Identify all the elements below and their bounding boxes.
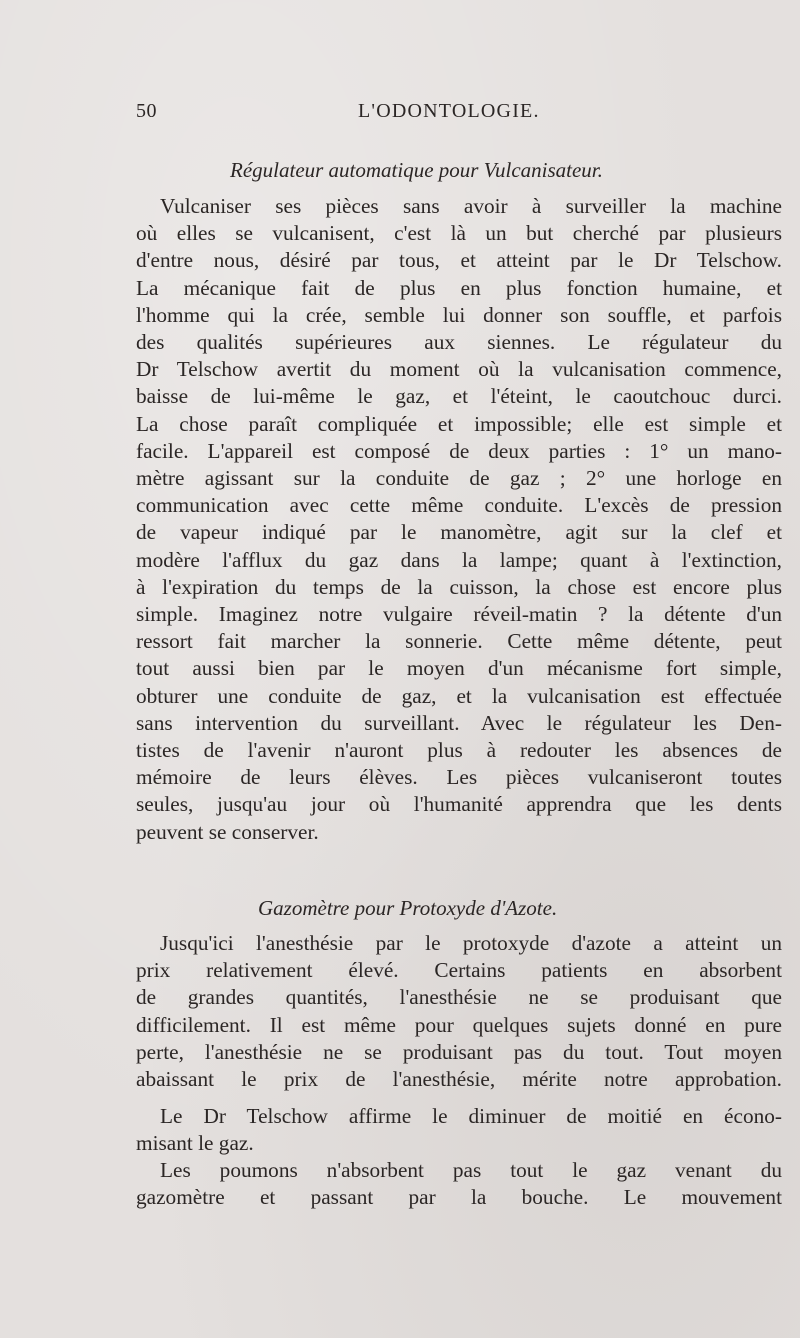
text-line: de vapeur indiqué par le manomètre, agit sur la clef et bbox=[136, 520, 782, 545]
text-line: Jusqu'ici l'anesthésie par le protoxyde d'azote a atteint un bbox=[160, 931, 782, 955]
text-line: baisse de lui-même le gaz, et l'éteint, le caoutchouc durci. bbox=[136, 384, 782, 409]
text-line: simple. Imaginez notre vulgaire réveil-matin ? la détente d'un bbox=[136, 602, 782, 627]
text-line: Vulcaniser ses pièces sans avoir à surveiller la machine bbox=[160, 194, 782, 218]
text-line: de grandes quantités, l'anesthésie ne se produisant que bbox=[136, 985, 782, 1010]
text-line: perte, l'anesthésie ne se produisant pas du tout. Tout moyen bbox=[136, 1039, 782, 1064]
text-line: l'homme qui la crée, semble lui donner son souffle, et parfois bbox=[136, 302, 782, 327]
text-line: facile. L'appareil est composé de deux parties : 1° un mano- bbox=[136, 438, 782, 463]
text-line: tout aussi bien par le moyen d'un mécanisme fort simple, bbox=[136, 656, 782, 681]
text-line: ressort fait marcher la sonnerie. Cette même détente, peut bbox=[136, 629, 782, 654]
text-line: obturer une conduite de gaz, et la vulcanisation est effectuée bbox=[136, 683, 782, 708]
text-line: La mécanique fait de plus en plus fonction humaine, et bbox=[136, 275, 782, 300]
text-line: misant le gaz. bbox=[136, 1131, 254, 1156]
text-line: Les poumons n'absorbent pas tout le gaz venant du bbox=[160, 1158, 782, 1182]
section-title-vulcanisateur: Régulateur automatique pour Vulcanisateur. bbox=[230, 158, 603, 182]
paragraph-gazometre-2 bbox=[136, 1103, 782, 1157]
text-line: prix relativement élevé. Certains patients en absorbent bbox=[136, 958, 782, 983]
text-line: communication avec cette même conduite. L'excès de pression bbox=[136, 493, 782, 518]
paragraph-gazometre-1 bbox=[136, 930, 782, 1093]
text-line: gazomètre et passant par la bouche. Le mouvement bbox=[136, 1185, 782, 1210]
text-line: seules, jusqu'au jour où l'humanité apprendra que les dents bbox=[136, 792, 782, 817]
page-number: 50 bbox=[136, 100, 157, 122]
text-line: peuvent se conserver. bbox=[136, 819, 319, 844]
paragraph-vulcanisateur bbox=[136, 193, 782, 846]
text-line: abaissant le prix de l'anesthésie, mérite notre approbation. bbox=[136, 1067, 782, 1092]
page-header bbox=[136, 100, 786, 130]
text-line: d'entre nous, désiré par tous, et atteint par le Dr Telschow. bbox=[136, 248, 782, 273]
text-line: La chose paraît compliquée et impossible; elle est simple et bbox=[136, 411, 782, 436]
text-line: difficilement. Il est même pour quelques sujets donné en pure bbox=[136, 1012, 782, 1037]
text-line: mémoire de leurs élèves. Les pièces vulcaniseront toutes bbox=[136, 765, 782, 790]
text-line: à l'expiration du temps de la cuisson, la chose est encore plus bbox=[136, 574, 782, 599]
text-line: tistes de l'avenir n'auront plus à redouter les absences de bbox=[136, 738, 782, 763]
section-title-gazometre: Gazomètre pour Protoxyde d'Azote. bbox=[258, 896, 558, 920]
paragraph-gazometre-3 bbox=[136, 1157, 782, 1211]
text-line: Dr Telschow avertit du moment où la vulcanisation commence, bbox=[136, 357, 782, 382]
text-line: mètre agissant sur la conduite de gaz ; 2° une horloge en bbox=[136, 466, 782, 491]
text-line: Le Dr Telschow affirme le diminuer de moitié en écono- bbox=[160, 1104, 782, 1128]
text-line: où elles se vulcanisent, c'est là un but cherché par plusieurs bbox=[136, 221, 782, 246]
running-title: L'ODONTOLOGIE. bbox=[358, 100, 540, 122]
text-line: des qualités supérieures aux siennes. Le régulateur du bbox=[136, 330, 782, 355]
text-line: sans intervention du surveillant. Avec le régulateur les Den- bbox=[136, 710, 782, 735]
text-line: modère l'afflux du gaz dans la lampe; quant à l'extinction, bbox=[136, 547, 782, 572]
